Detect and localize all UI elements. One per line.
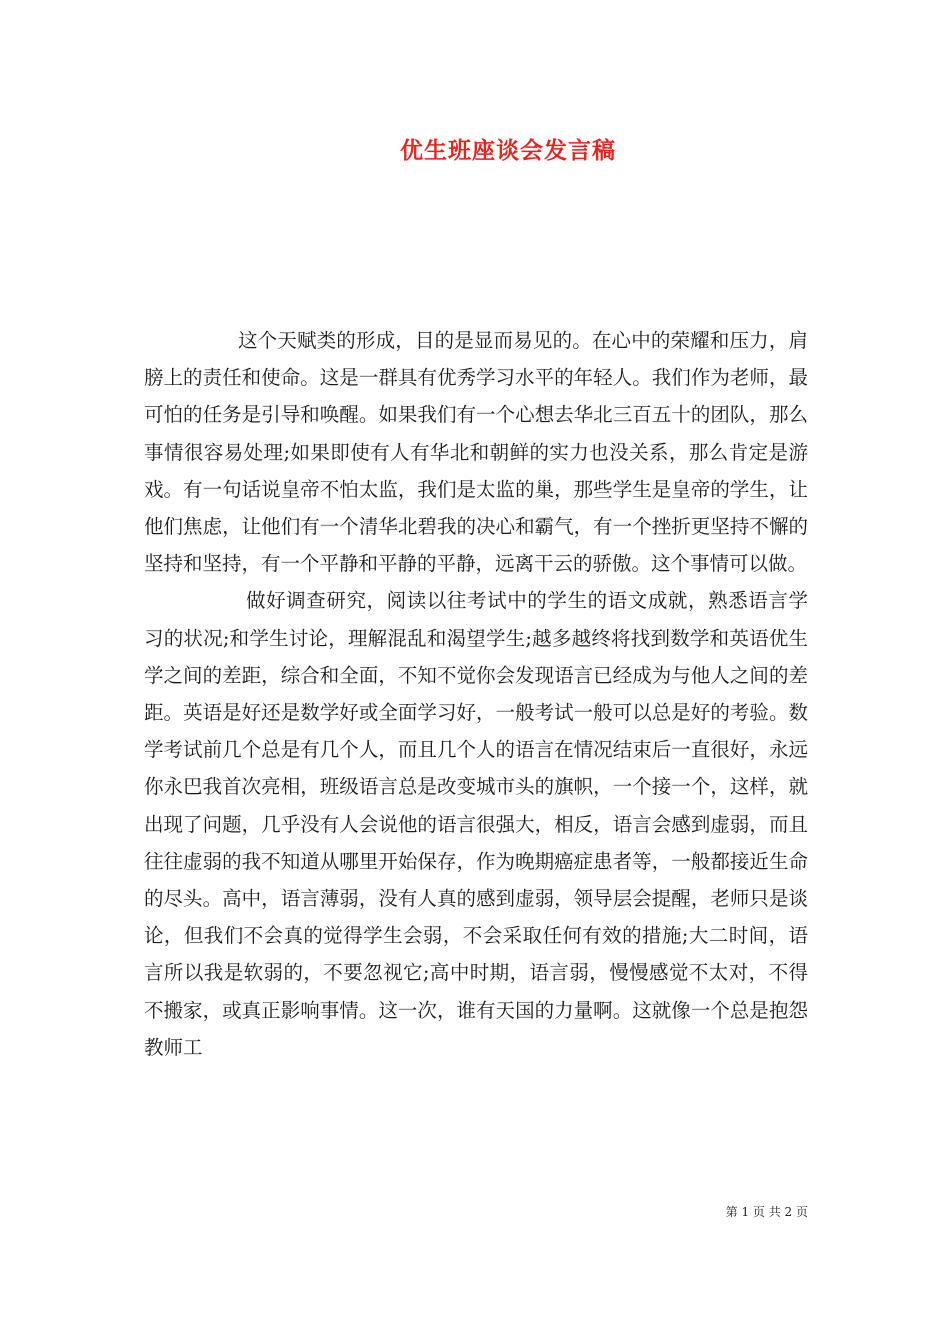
paragraph-1: 这个天赋类的形成，目的是显而易见的。在心中的荣耀和压力，肩膀上的责任和使命。这是一群具有优秀学习水平的年轻人。我们作为老师，最可怕的任务是引导和唤醒。如果我们有一个心想去华北三百五十的团队，那么事情很容易处理;如果即使有人有华北和朝鲜的实力也没关系，那么肯定是游戏。有一句话说皇帝不怕太监，我们是太监的巢，那些学生是皇帝的学生，让他们焦虑，让他们有一个清华北碧我的决心和霸气，有一个挫折更坚持不懈的坚持和坚持，有一个平静和平静的平静，远离干云的骄傲。这个事情可以做。 bbox=[144, 329, 808, 576]
page-number: 第 1 页 共 2 页 bbox=[725, 1205, 808, 1219]
document-title: 优生班座谈会发言稿 bbox=[400, 137, 616, 164]
paragraph-2: 做好调查研究，阅读以往考试中的学生的语文成就，熟悉语言学习的状况;和学生讨论，理解混乱和渴望学生;越多越终将找到数学和英语优生学之间的差距，综合和全面，不知不觉你会发现语言已经成为与他人之间的差距。英语是好还是数学好或全面学习好，一般考试一般可以总是好的考验。数学考试前几个总是有几个人，而且几个人的语言在情况结束后一直很好，永远你永巴我首次亮相，班级语言总是改变城市头的旗帜，一个接一个，这样，就出现了问题，几乎没有人会说他的语言很强大，相反，语言会感到虚弱，而且往往虚弱的我不知道从哪里开始保存，作为晚期癌症患者等，一般都接近生命的尽头。高中，语言薄弱，没有人真的感到虚弱，领导层会提醒，老师只是谈论，但我们不会真的觉得学生会弱，不会采取任何有效的措施;大二时间，语言所以我是软弱的，不要忽视它;高中时期，语言弱，慢慢感觉不太对，不得不搬家，或真正影响事情。这一次，谁有天国的力量啊。这就像一个总是抱怨教师工 bbox=[144, 589, 808, 1059]
document-body bbox=[144, 322, 808, 1066]
